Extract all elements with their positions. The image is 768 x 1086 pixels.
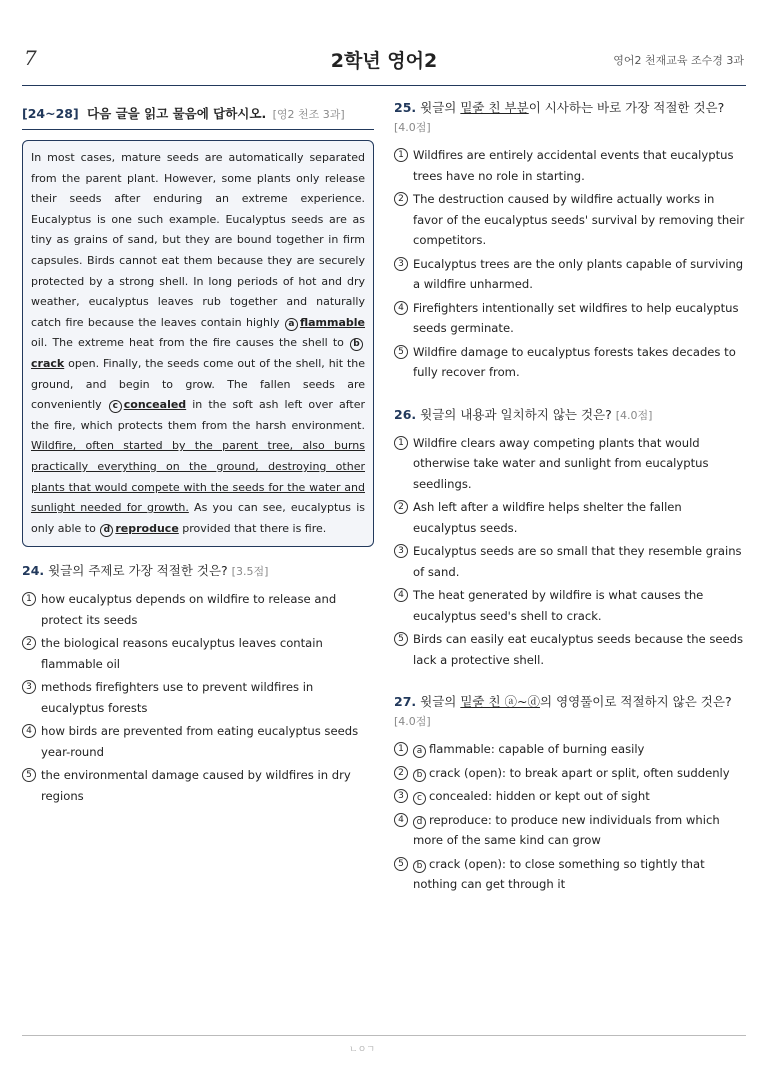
option-number: 4: [22, 724, 36, 738]
footer-text: ㄴㅇㄱ: [348, 1045, 376, 1055]
option-text: Firefighters intentionally set wildfires to help eucalyptus seeds germinate.: [413, 300, 739, 335]
marker-b: b: [350, 338, 363, 351]
question-text-underlined: 밑줄 친 ⓐ~ⓓ: [460, 694, 541, 709]
option-marker: a: [413, 745, 426, 758]
question-26: [394, 405, 746, 671]
page-number: 7: [24, 46, 37, 70]
answer-option[interactable]: [22, 633, 374, 674]
answer-option[interactable]: [394, 854, 746, 895]
right-column: [394, 98, 746, 898]
question-text: 윗글의: [420, 100, 461, 115]
question-group-header: [22, 104, 374, 130]
question-number: 24.: [22, 563, 45, 579]
answer-option[interactable]: [394, 786, 746, 807]
option-number: 3: [22, 680, 36, 694]
option-text: crack (open): to close something so tightly that nothing can get through it: [413, 856, 705, 891]
option-marker: c: [413, 792, 426, 805]
answer-option[interactable]: [22, 765, 374, 806]
answer-option[interactable]: [394, 145, 746, 186]
option-text: Wildfire clears away competing plants that would otherwise take water and sunlight from eucalyptus seedlings.: [413, 435, 709, 491]
answer-option[interactable]: [394, 342, 746, 383]
question-title: [394, 98, 746, 137]
question-number: 27.: [394, 694, 417, 709]
option-text: concealed: hidden or kept out of sight: [429, 789, 650, 803]
option-text: methods firefighters use to prevent wildfires in eucalyptus forests: [41, 680, 314, 715]
answer-option[interactable]: [394, 433, 746, 495]
question-text: 이 시사하는 바로 가장 적절한 것은?: [528, 100, 725, 115]
option-number: 3: [394, 789, 408, 803]
option-text: Eucalyptus seeds are so small that they resemble grains of sand.: [413, 544, 742, 579]
passage-text: In most cases, mature seeds are automatically separated from the parent plant. However, some plants only release their seeds after enduring an extreme experience. Eucalyptus is one such example. Eucalyptus seeds are as tiny as grains of sand, but they are bound together in firm capsules. Birds cannot eat them because they are securely protected by a strong shell. In long periods of hot and dry weather, eucalyptus leaves rub together and naturally catch fire because the leaves contain highly: [31, 151, 365, 329]
question-number: 26.: [394, 406, 417, 422]
option-number: 5: [22, 768, 36, 782]
answer-option[interactable]: [394, 189, 746, 251]
option-number: 3: [394, 257, 408, 271]
answer-options: [394, 145, 746, 383]
option-number: 1: [394, 148, 408, 162]
option-number: 5: [394, 345, 408, 359]
answer-option[interactable]: [394, 810, 746, 851]
option-marker: d: [413, 816, 426, 829]
question-points: [3.5점]: [231, 565, 269, 579]
option-text: flammable: capable of burning easily: [429, 742, 645, 756]
question-points: [4.0점]: [615, 408, 653, 422]
question-text-underlined: 밑줄 친 부분: [460, 100, 529, 115]
option-text: how birds are prevented from eating eucalyptus seeds year-round: [41, 724, 359, 759]
answer-option[interactable]: [22, 677, 374, 718]
option-number: 1: [394, 742, 408, 756]
option-text: The destruction caused by wildfire actually works in favor of the eucalyptus seeds' survival by removing their competitors.: [413, 192, 745, 247]
question-range: [24~28]: [22, 106, 79, 121]
marker-c: c: [109, 400, 122, 413]
option-text: Wildfire damage to eucalyptus forests takes decades to fully recover from.: [413, 344, 736, 379]
option-marker: b: [413, 769, 426, 782]
marker-a: a: [285, 318, 298, 331]
option-number: 4: [394, 813, 408, 827]
footer-divider: [22, 1035, 746, 1036]
question-points: [4.0점]: [394, 715, 431, 728]
option-number: 5: [394, 857, 408, 871]
keyword-flammable: flammable: [299, 315, 365, 329]
option-number: 4: [394, 301, 408, 315]
question-text: 윗글의: [420, 694, 461, 709]
question-text: 의 영영풀이로 적절하지 않은 것은?: [540, 694, 732, 709]
answer-option[interactable]: [394, 629, 746, 670]
answer-option[interactable]: [394, 763, 746, 784]
question-text: 윗글의 주제로 가장 적절한 것은?: [48, 563, 228, 579]
answer-option[interactable]: [394, 585, 746, 626]
option-number: 1: [394, 436, 408, 450]
passage-text: As you can see, eucalyptus is only able to: [31, 501, 365, 535]
option-number: 5: [394, 632, 408, 646]
option-text: crack (open): to break apart or split, often suddenly: [429, 765, 730, 780]
answer-option[interactable]: [394, 739, 746, 760]
keyword-crack: crack: [31, 356, 65, 370]
option-text: reproduce: to produce new individuals from which more of the same kind can grow: [413, 812, 720, 847]
option-text: Wildfires are entirely accidental events that eucalyptus trees have no role in starting.: [413, 148, 734, 183]
option-number: 4: [394, 588, 408, 602]
question-title: [394, 405, 746, 425]
option-number: 2: [394, 192, 408, 206]
question-25: [394, 98, 746, 383]
question-27: [394, 692, 746, 895]
group-instruction: 다음 글을 읽고 물음에 답하시오.: [87, 106, 267, 121]
page-subtitle: 영어2 천재교육 조수경 3과: [613, 54, 744, 67]
answer-option[interactable]: [394, 254, 746, 295]
marker-d: d: [100, 524, 113, 537]
answer-options: [394, 739, 746, 895]
option-number: 1: [22, 592, 36, 606]
keyword-concealed: concealed: [123, 398, 187, 412]
option-text: Eucalyptus trees are the only plants capable of surviving a wildfire unharmed.: [413, 256, 744, 291]
passage-text: in the soft ash left over after the fire, which protects them from the harsh environment.: [31, 398, 365, 432]
option-text: Ash left after a wildfire helps shelter the fallen eucalyptus seeds.: [413, 500, 682, 535]
keyword-reproduce: reproduce: [115, 521, 179, 535]
option-text: Birds can easily eat eucalyptus seeds because the seeds lack a protective shell.: [413, 632, 744, 667]
reading-passage: [22, 140, 374, 547]
question-title: [394, 692, 746, 731]
passage-text: provided that there is fire.: [178, 521, 327, 535]
passage-text: open. Finally, the seeds come out of the shell, hit the ground, and begin to grow. The fallen seeds are conveniently: [31, 356, 365, 412]
page-title: 2학년 영어2: [330, 50, 438, 72]
answer-option[interactable]: [394, 298, 746, 339]
option-text: how eucalyptus depends on wildfire to release and protect its seeds: [41, 592, 337, 627]
option-number: 2: [394, 766, 408, 780]
option-number: 2: [22, 636, 36, 650]
option-number: 2: [394, 500, 408, 514]
answer-option[interactable]: [394, 541, 746, 582]
question-24: [22, 561, 374, 806]
option-number: 3: [394, 544, 408, 558]
left-column: [22, 104, 374, 809]
question-number: 25.: [394, 100, 417, 115]
option-marker: b: [413, 860, 426, 873]
answer-option[interactable]: [22, 721, 374, 762]
answer-option[interactable]: [394, 497, 746, 538]
page-header: [22, 38, 746, 86]
answer-option[interactable]: [22, 589, 374, 630]
answer-options: [394, 433, 746, 671]
question-title: [22, 561, 374, 581]
option-text: the biological reasons eucalyptus leaves contain flammable oil: [41, 636, 323, 671]
passage-text: oil. The extreme heat from the fire causes the shell to: [31, 336, 349, 350]
underlined-sentence: Wildfire, often started by the parent tree, also burns practically everything on the ground, destroying other plants that would compete with the seeds for the water and sunlight needed for growth.: [31, 439, 365, 515]
question-text: 윗글의 내용과 일치하지 않는 것은?: [420, 406, 612, 422]
option-text: The heat generated by wildfire is what causes the eucalyptus seed's shell to crack.: [413, 588, 704, 623]
option-text: the environmental damage caused by wildfires in dry regions: [41, 768, 351, 803]
question-points: [4.0점]: [394, 121, 431, 134]
group-source: [영2 천조 3과]: [272, 108, 345, 121]
answer-options: [22, 589, 374, 806]
